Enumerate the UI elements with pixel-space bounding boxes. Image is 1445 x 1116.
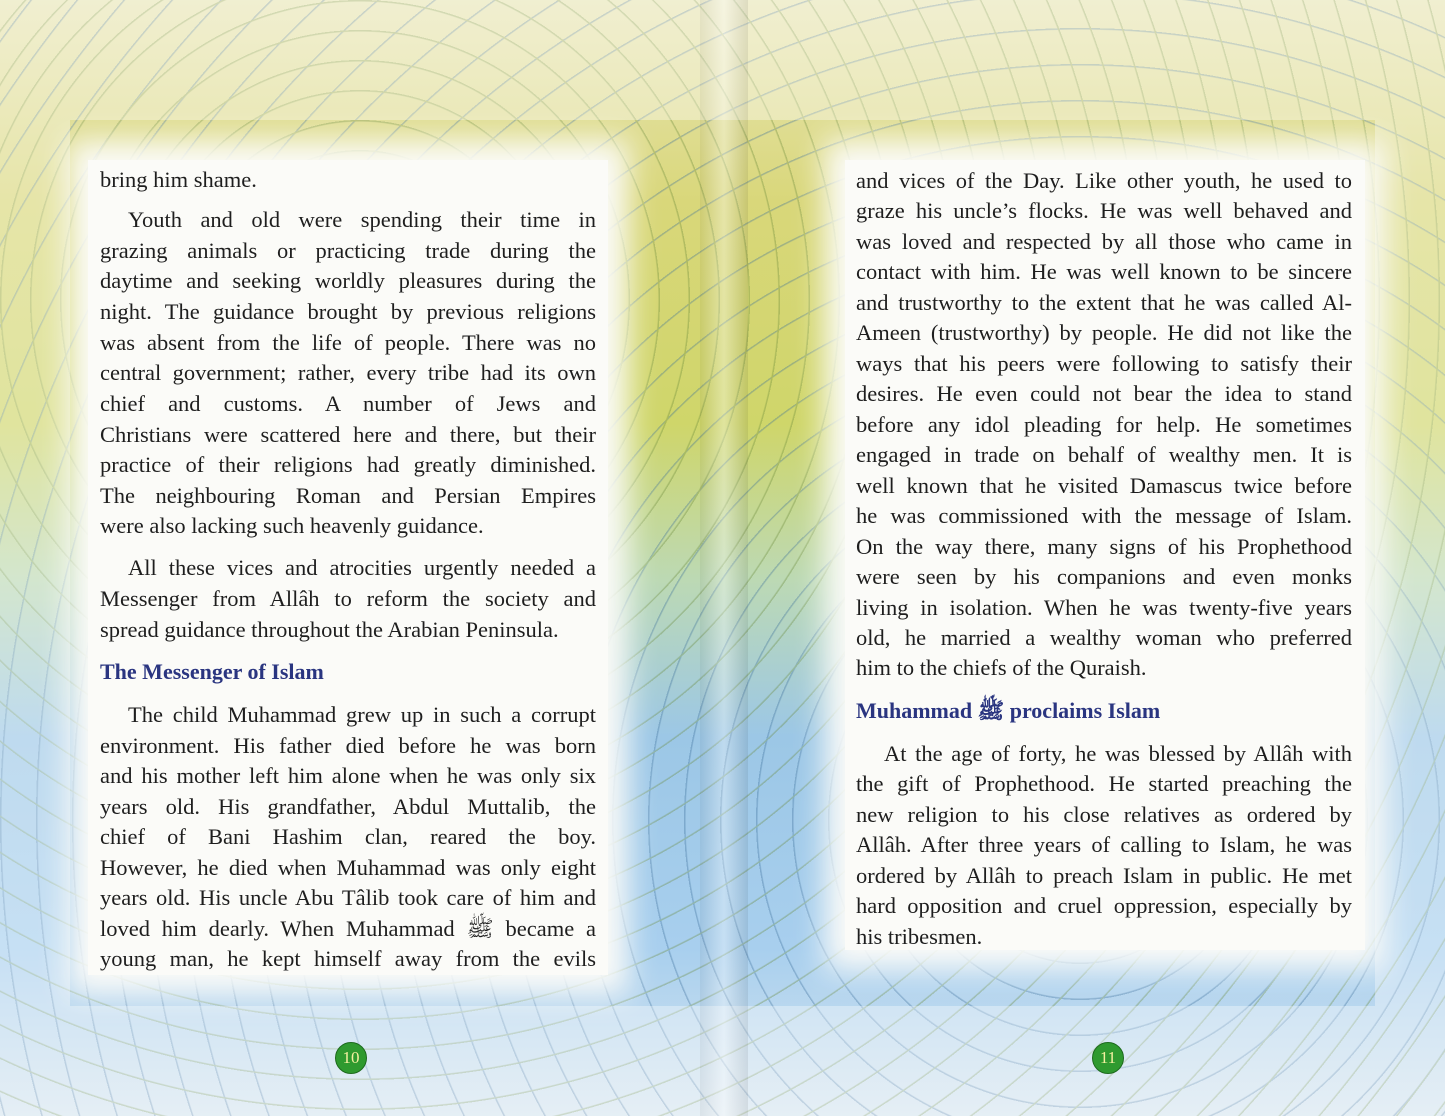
text-line: loved him dearly. When Muhammad ﷺ became a [100,916,597,941]
text-line: chief and customs. A number of Jews and [100,391,596,416]
text-line: spread guidance throughout the Arabian Peninsula. [100,617,559,642]
text-line: graze his uncle’s flocks. He was well behaved and [856,198,1352,223]
text-line: old, he married a wealthy woman who preferred [856,625,1352,650]
text-line: night. The guidance brought by previous religions [100,299,596,324]
page-number-right: 11 [1092,1042,1124,1074]
text-line: was absent from the life of people. There was no [100,330,596,355]
text-line: All these vices and atrocities urgently needed a [128,555,596,580]
page-number-left: 10 [335,1042,367,1074]
text-line: Youth and old were spending their time in [128,207,596,232]
text-line: was loved and respected by all those who came in [856,229,1352,254]
text-line: he was commissioned with the message of Islam. [856,503,1352,528]
text-line: and his mother left him alone when he was only six [100,763,596,788]
text-line: ways that his peers were following to satisfy their [856,351,1352,376]
text-line: engaged in trade on behalf of wealthy men. It is [856,442,1352,467]
text-line: hard opposition and cruel oppression, especially by [856,893,1352,918]
text-line: well known that he visited Damascus twice before [856,473,1352,498]
text-line: were also lacking such heavenly guidance. [100,513,484,538]
text-line: chief of Bani Hashim clan, reared the boy. [100,824,596,849]
text-line: and vices of the Day. Like other youth, he used to [856,168,1352,193]
text-line: him to the chiefs of the Quraish. [856,655,1147,680]
text-line: Allâh. After three years of calling to Islam, he was [856,832,1352,857]
text-line: the gift of Prophethood. He started preaching the [856,771,1352,796]
text-line: desires. He even could not bear the idea to stand [856,381,1352,406]
section-heading: Muhammad ﷺ proclaims Islam [856,698,1161,723]
text-line: young man, he kept himself away from the evils [100,946,596,971]
text-line: practice of their religions had greatly diminished. [100,452,596,477]
text-line: central government; rather, every tribe had its own [100,360,596,385]
text-line: ordered by Allâh to preach Islam in public. He met [856,863,1352,888]
text-line: years old. His grandfather, Abdul Muttalib, the [100,794,596,819]
text-line: his tribesmen. [856,924,983,949]
text-line: living in isolation. When he was twenty-five years [856,595,1352,620]
text-line: However, he died when Muhammad was only eight [100,855,596,880]
text-line: On the way there, many signs of his Prophethood [856,534,1352,559]
text-line: The neighbouring Roman and Persian Empires [100,483,596,508]
text-line: before any idol pleading for help. He sometimes [856,412,1352,437]
section-heading: The Messenger of Islam [100,659,324,684]
text-line: Ameen (trustworthy) by people. He did not like the [856,320,1352,345]
text-line: years old. His uncle Abu Tâlib took care of him and [100,885,596,910]
text-line: At the age of forty, he was blessed by Allâh with [884,741,1352,766]
text-line: were seen by his companions and even monks [856,564,1352,589]
text-line: and trustworthy to the extent that he was called Al- [856,290,1352,315]
text-line: Christians were scattered here and there, but their [100,422,596,447]
text-line: bring him shame. [100,167,257,192]
text-line: grazing animals or practicing trade during the [100,238,596,263]
text-line: new religion to his close relatives as ordered by [856,802,1352,827]
text-line: The child Muhammad grew up in such a corrupt [128,702,596,727]
text-line: environment. His father died before he was born [100,733,596,758]
text-line: contact with him. He was well known to be sincere [856,259,1352,284]
book-spine [700,0,748,1116]
text-line: Messenger from Allâh to reform the society and [100,586,596,611]
text-line: daytime and seeking worldly pleasures during the [100,268,596,293]
